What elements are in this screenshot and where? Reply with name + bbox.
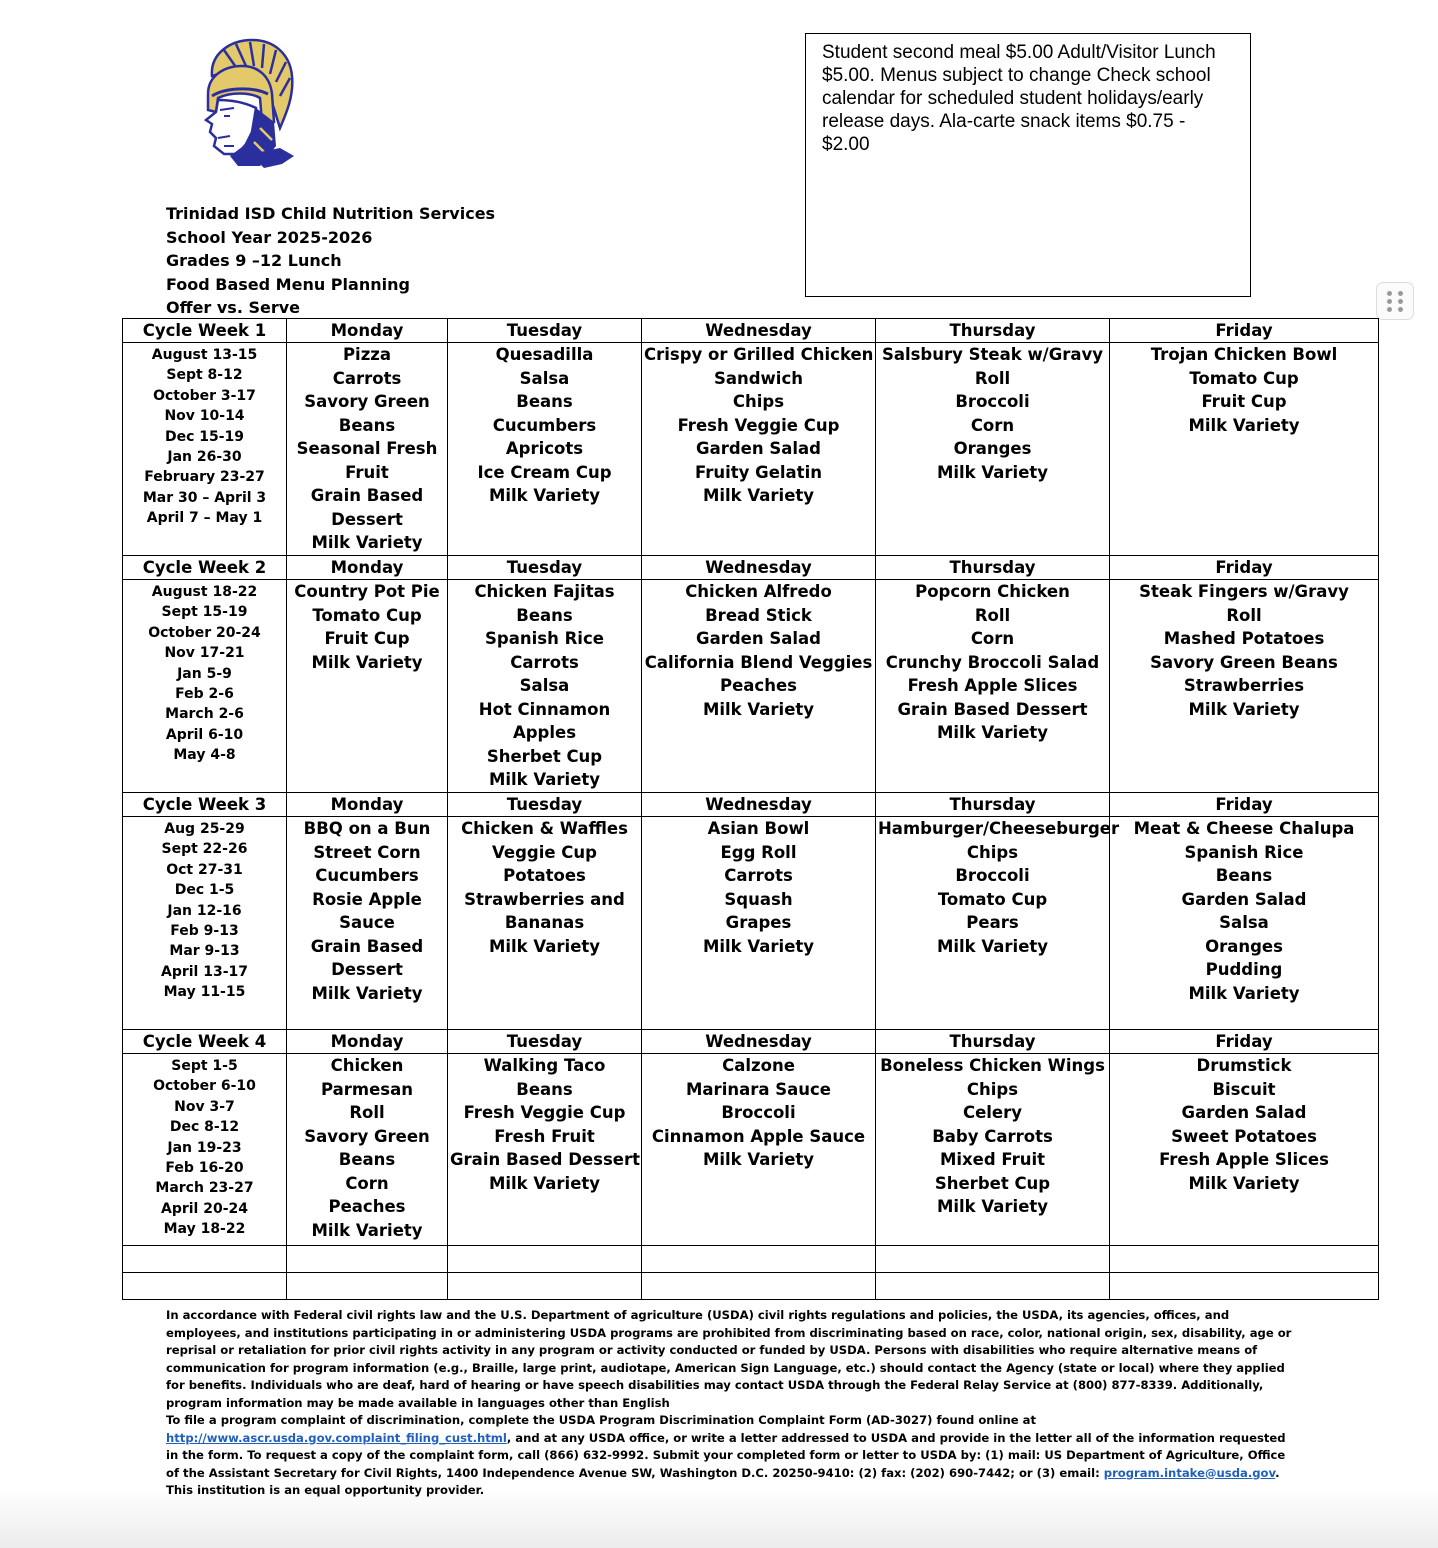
date-range: Sept 8-12 — [166, 367, 243, 384]
date-range: Jan 12-16 — [167, 902, 242, 919]
menu-cell-tuesday — [448, 343, 642, 556]
trojan-helmet-logo-icon — [190, 36, 300, 172]
menu-item: Chicken — [330, 1056, 404, 1075]
date-range: Aug 25-29 — [164, 821, 245, 837]
week-date-ranges — [123, 1054, 287, 1246]
menu-item: Chips — [732, 392, 785, 411]
day-header-monday: Monday — [287, 556, 448, 580]
menu-item: Milk Variety — [702, 699, 815, 719]
day-header-friday: Friday — [1110, 319, 1379, 343]
email-link[interactable]: program.intake@usda.gov — [1103, 1465, 1276, 1480]
menu-item: Milk Variety — [311, 1220, 423, 1240]
date-range: Oct 27-31 — [166, 861, 243, 878]
menu-item: Apples — [512, 723, 577, 742]
date-range: Mar 30 – April 3 — [142, 489, 267, 506]
day-header-tuesday: Tuesday — [448, 319, 642, 343]
menu-item: Steak Fingers w/Gravy — [1139, 582, 1349, 601]
date-range: March 2-6 — [165, 706, 244, 723]
menu-item: Garden Salad — [1181, 889, 1307, 909]
nondiscrimination-statement — [166, 1307, 1296, 1500]
menu-item: Milk Variety — [311, 983, 423, 1003]
menu-item: Meat & Cheese Chalupa — [1133, 819, 1355, 838]
menu-item: Milk Variety — [936, 936, 1049, 956]
date-range: October 3-17 — [153, 387, 256, 404]
menu-item: Trojan Chicken Bowl — [1150, 345, 1338, 364]
menu-item: Savory Green — [304, 392, 430, 411]
date-range: Feb 16-20 — [165, 1160, 244, 1177]
week-menu-row — [123, 580, 1379, 793]
menu-item: Broccoli — [955, 866, 1030, 885]
blank-cell — [287, 1273, 448, 1300]
legal-text-b: , and at any USDA office, or write a letter addressed to USDA and provide in the letter all of the information requested in the form. To request a copy of the complaint form, call (866) 632-9992. Submit your completed form or letter to USDA by: (1) mail: US Department of Agriculture, Office of the Assistant Secretary for Civil Rights, 1400 Independence Avenue SW, Washington D.C. 20250-9410: (2) fax: (202) 690-7442; or (3) email: — [166, 1430, 1286, 1480]
menu-item: Fruity Gelatin — [695, 462, 822, 482]
menu-item: Bananas — [504, 913, 585, 932]
menu-item: Milk Variety — [702, 936, 815, 956]
menu-item: Street Corn — [313, 842, 421, 862]
menu-item: Grapes — [725, 913, 792, 932]
menu-item: Carrots — [724, 866, 793, 885]
menu-cell-friday — [1110, 343, 1379, 556]
blank-cell — [448, 1246, 642, 1273]
menu-item: Sandwich — [713, 368, 803, 388]
menu-item: Fruit Cup — [1201, 392, 1287, 411]
menu-item: Quesadilla — [495, 345, 594, 364]
day-header-thursday: Thursday — [876, 1030, 1110, 1054]
menu-cell-wednesday — [642, 343, 876, 556]
menu-item: Milk Variety — [702, 1150, 815, 1169]
menu-item: Asian Bowl — [707, 819, 810, 838]
menu-item: Seasonal Fresh — [296, 439, 438, 458]
menu-item: Grain Based — [310, 486, 424, 505]
week-menu-row — [123, 1054, 1379, 1246]
menu-cell-friday — [1110, 817, 1379, 1030]
menu-item: Carrots — [332, 368, 402, 388]
date-range: Nov 17-21 — [164, 645, 245, 662]
menu-item: California Blend Veggies — [644, 652, 873, 672]
menu-item: Bread Stick — [705, 605, 812, 625]
menu-item: Popcorn Chicken — [915, 582, 1070, 601]
week-menu-row — [123, 343, 1379, 556]
date-range: Dec 1-5 — [174, 882, 235, 899]
menu-item: Garden Salad — [1181, 1103, 1307, 1122]
menu-cell-wednesday — [642, 817, 876, 1030]
menu-item: Tomato Cup — [1189, 368, 1299, 388]
menu-item: Corn — [970, 415, 1015, 435]
menu-item: Roll — [349, 1103, 385, 1122]
date-range: April 13-17 — [160, 963, 248, 980]
week-date-ranges — [123, 817, 287, 1030]
menu-item: Milk Variety — [936, 462, 1049, 482]
menu-item: Pudding — [1205, 960, 1283, 979]
legal-paragraph-2 — [166, 1412, 1296, 1500]
date-range: February 23-27 — [144, 469, 265, 486]
date-range: April 7 – May 1 — [146, 510, 263, 527]
menu-item: Cucumbers — [492, 415, 597, 435]
menu-item: Milk Variety — [311, 652, 423, 672]
week-date-ranges — [123, 580, 287, 793]
blank-cell — [1110, 1246, 1379, 1273]
day-header-tuesday: Tuesday — [448, 793, 642, 817]
menu-cell-friday — [1110, 1054, 1379, 1246]
menu-item: Salsa — [1219, 913, 1269, 932]
menu-cell-thursday — [876, 817, 1120, 1030]
menu-item: Chips — [966, 1079, 1019, 1099]
menu-cell-wednesday — [642, 1054, 876, 1246]
menu-item: Tomato Cup — [937, 889, 1048, 909]
week-header-row — [123, 793, 1379, 817]
menu-item: Garden Salad — [696, 629, 821, 648]
menu-item: Sweet Potatoes — [1171, 1126, 1317, 1146]
menu-item: Corn — [970, 629, 1015, 648]
menu-cell-thursday — [876, 343, 1110, 556]
menu-item: Savory Green — [304, 1126, 430, 1146]
menu-item: Milk Variety — [702, 486, 815, 505]
day-header-wednesday: Wednesday — [642, 1030, 876, 1054]
menu-item: Salsa — [519, 368, 570, 388]
blank-row — [123, 1273, 1379, 1300]
menu-item: Fruit — [345, 462, 389, 482]
day-header-wednesday: Wednesday — [642, 793, 876, 817]
menu-item: Beans — [516, 605, 573, 625]
menu-item: Milk Variety — [936, 723, 1049, 742]
legal-text-a: To file a program complaint of discrimination, complete the USDA Program Discrimination Complaint Form (AD-3027) found online at — [166, 1413, 1037, 1427]
menu-item: Marinara Sauce — [686, 1079, 831, 1099]
menu-item: Boneless Chicken Wings — [880, 1056, 1105, 1075]
cycle-week-label: Cycle Week 4 — [123, 1030, 287, 1054]
menu-item: Milk Variety — [1188, 1173, 1300, 1193]
day-header-friday: Friday — [1110, 793, 1379, 817]
menu-item: Hot Cinnamon — [478, 699, 611, 719]
pricing-notice-text: Student second meal $5.00 Adult/Visitor Lunch $5.00. Menus subject to change Check school calendar for scheduled student holidays/early release days. Ala-carte snack items $0.75 - $2.00 — [822, 42, 1216, 155]
menu-cell-tuesday — [448, 580, 642, 793]
menu-item: Cinnamon Apple Sauce — [651, 1126, 866, 1146]
header-district: Trinidad ISD Child Nutrition Services — [166, 204, 496, 223]
header-offer-serve: Offer vs. Serve — [166, 298, 301, 317]
menu-item: Chicken Alfredo — [685, 582, 832, 601]
date-range: October 20-24 — [148, 624, 261, 641]
header-grades: Grades 9 –12 Lunch — [166, 251, 342, 270]
menu-item: Parmesan — [320, 1079, 413, 1099]
menu-item: Milk Variety — [1188, 983, 1300, 1003]
day-header-wednesday: Wednesday — [642, 556, 876, 580]
header-school-year: School Year 2025-2026 — [166, 227, 373, 247]
menu-item: Mixed Fruit — [939, 1150, 1046, 1169]
day-header-monday: Monday — [287, 1030, 448, 1054]
menu-item: Sauce — [339, 913, 395, 932]
drag-grip-icon[interactable] — [1376, 282, 1414, 320]
menu-item: Strawberries — [1183, 676, 1305, 695]
menu-item: Grain Based — [310, 936, 424, 956]
menu-cell-monday — [287, 343, 448, 556]
date-range: Sept 1-5 — [171, 1058, 238, 1074]
lunch-menu-table — [122, 318, 1379, 1300]
menu-item: Milk Variety — [488, 936, 601, 956]
pricing-notice-box — [805, 33, 1251, 297]
menu-item: Salsbury Steak w/Gravy — [881, 345, 1104, 364]
menu-item: Baby Carrots — [932, 1126, 1053, 1146]
menu-item: Savory Green Beans — [1150, 652, 1338, 672]
menu-item: Ice Cream Cup — [477, 462, 612, 482]
menu-item: Corn — [345, 1173, 389, 1193]
blank-cell — [642, 1246, 876, 1273]
menu-item: Apricots — [505, 439, 584, 458]
menu-item: Milk Variety — [488, 770, 601, 789]
menu-item: Broccoli — [955, 392, 1030, 411]
day-header-friday: Friday — [1110, 556, 1379, 580]
cycle-week-label: Cycle Week 1 — [123, 319, 287, 343]
menu-item: Spanish Rice — [1184, 842, 1304, 862]
menu-item: Crunchy Broccoli Salad — [885, 652, 1100, 672]
menu-item: Chicken Fajitas — [474, 582, 615, 601]
menu-item: Strawberries and — [464, 889, 625, 909]
menu-item: Roll — [974, 368, 1011, 388]
date-range: August 18-22 — [151, 584, 258, 600]
menu-item: Fresh Apple Slices — [907, 676, 1078, 695]
date-range: October 6-10 — [153, 1078, 256, 1095]
date-range: May 11-15 — [163, 984, 246, 1001]
menu-item: Grain Based Dessert — [897, 699, 1088, 719]
date-range: Mar 9-13 — [169, 943, 240, 960]
menu-item: Milk Variety — [488, 486, 601, 505]
week-header-row — [123, 319, 1379, 343]
day-header-thursday: Thursday — [876, 319, 1110, 343]
menu-item: Sherbet Cup — [486, 746, 603, 766]
menu-item: Grain Based Dessert — [450, 1150, 640, 1169]
week-header-row — [123, 556, 1379, 580]
menu-item: Chips — [966, 842, 1019, 862]
menu-item: Oranges — [1205, 936, 1283, 956]
menu-item: Dessert — [331, 960, 403, 979]
menu-item: Beans — [338, 415, 396, 435]
menu-item: Cucumbers — [315, 866, 419, 885]
menu-item: Garden Salad — [696, 439, 821, 458]
date-range: May 4-8 — [173, 747, 236, 764]
menu-item: Calzone — [722, 1056, 795, 1075]
date-range: May 18-22 — [163, 1221, 246, 1238]
date-range: Dec 15-19 — [164, 428, 245, 445]
day-header-tuesday: Tuesday — [448, 1030, 642, 1054]
menu-item: Fresh Fruit — [494, 1126, 595, 1146]
menu-cell-tuesday — [448, 817, 642, 1030]
menu-cell-monday — [287, 580, 448, 793]
menu-item: Beans — [516, 1079, 573, 1099]
menu-item: Milk Variety — [936, 1197, 1049, 1216]
menu-item: Broccoli — [721, 1103, 796, 1122]
menu-item: Carrots — [510, 652, 579, 672]
date-range: Sept 15-19 — [161, 604, 248, 621]
date-range: Nov 3-7 — [174, 1098, 235, 1115]
menu-item: Celery — [962, 1103, 1023, 1122]
date-range: Feb 9-13 — [170, 923, 239, 940]
menu-item: Walking Taco — [483, 1056, 606, 1075]
date-range: Feb 2-6 — [175, 686, 234, 703]
menu-item: Drumstick — [1196, 1056, 1292, 1075]
menu-item: Beans — [1215, 866, 1273, 885]
blank-cell — [876, 1273, 1110, 1300]
blank-cell — [448, 1273, 642, 1300]
menu-item: Oranges — [953, 439, 1032, 458]
menu-item: Peaches — [328, 1197, 406, 1216]
day-header-tuesday: Tuesday — [448, 556, 642, 580]
menu-item: Pears — [966, 913, 1019, 932]
date-range: August 13-15 — [151, 347, 258, 363]
day-header-thursday: Thursday — [876, 556, 1110, 580]
menu-item: Chicken & Waffles — [461, 819, 628, 838]
menu-item: Spanish Rice — [485, 629, 604, 648]
menu-cell-tuesday — [448, 1054, 642, 1246]
date-range: March 23-27 — [155, 1180, 254, 1197]
menu-item: Milk Variety — [488, 1173, 601, 1193]
menu-item: Roll — [1226, 605, 1262, 625]
menu-item: Potatoes — [503, 866, 586, 885]
cycle-week-label: Cycle Week 3 — [123, 793, 287, 817]
date-range: Dec 8-12 — [169, 1119, 240, 1136]
menu-cell-monday — [287, 1054, 448, 1246]
blank-cell — [1110, 1273, 1379, 1300]
menu-item: Fruit Cup — [324, 629, 410, 648]
menu-item: Peaches — [720, 676, 797, 695]
menu-cell-wednesday — [642, 580, 876, 793]
menu-item: Squash — [724, 889, 793, 909]
menu-item: Beans — [516, 392, 573, 411]
menu-item: Fresh Veggie Cup — [677, 415, 840, 435]
menu-item: Mashed Potatoes — [1163, 629, 1325, 648]
menu-item: Pizza — [342, 345, 392, 364]
header-planning: Food Based Menu Planning — [166, 274, 410, 294]
legal-text-c: . This institution is an equal opportunity provider. — [166, 1465, 1280, 1497]
menu-item: Fresh Veggie Cup — [463, 1103, 626, 1122]
blank-cell — [123, 1246, 287, 1273]
menu-item: Crispy or Grilled Chicken — [644, 345, 874, 364]
day-header-friday: Friday — [1110, 1030, 1379, 1054]
menu-item: Tomato Cup — [312, 605, 422, 625]
menu-item: Fresh Apple Slices — [1159, 1150, 1329, 1169]
menu-item: Dessert — [331, 509, 403, 529]
menu-cell-thursday — [876, 580, 1110, 793]
menu-item: Roll — [974, 605, 1011, 625]
menu-item: BBQ on a Bun — [303, 819, 431, 838]
menu-item: Biscuit — [1212, 1079, 1276, 1099]
menu-item: Sherbet Cup — [934, 1173, 1051, 1193]
week-header-row — [123, 1030, 1379, 1054]
date-range: Sept 22-26 — [161, 841, 248, 858]
date-range: Nov 10-14 — [164, 408, 245, 425]
menu-item: Beans — [338, 1150, 396, 1169]
date-range: Jan 5-9 — [177, 665, 232, 682]
menu-item: Rosie Apple — [312, 889, 422, 909]
day-header-monday: Monday — [287, 793, 448, 817]
menu-item: Hamburger/Cheeseburger — [878, 819, 1120, 838]
cycle-week-label: Cycle Week 2 — [123, 556, 287, 580]
week-menu-row — [123, 817, 1379, 1030]
complaint-form-link[interactable]: http://www.ascr.usda.gov.complaint_filing_cust.html — [166, 1430, 507, 1445]
menu-item: Salsa — [519, 676, 570, 695]
day-header-monday: Monday — [287, 319, 448, 343]
blank-cell — [876, 1246, 1110, 1273]
menu-item: Milk Variety — [1188, 415, 1300, 435]
date-range: April 20-24 — [160, 1200, 248, 1217]
menu-header — [166, 202, 495, 320]
date-range: Jan 26-30 — [167, 449, 242, 466]
week-date-ranges — [123, 343, 287, 556]
blank-cell — [287, 1246, 448, 1273]
date-range: April 6-10 — [165, 726, 244, 743]
menu-item: Milk Variety — [1188, 699, 1300, 719]
blank-cell — [642, 1273, 876, 1300]
menu-item: Country Pot Pie — [294, 582, 440, 601]
menu-item: Milk Variety — [311, 533, 423, 552]
blank-cell — [123, 1273, 287, 1300]
blank-row — [123, 1246, 1379, 1273]
menu-cell-monday — [287, 817, 448, 1030]
menu-item: Egg Roll — [720, 842, 797, 862]
menu-cell-thursday — [876, 1054, 1110, 1246]
menu-item: Veggie Cup — [492, 842, 597, 862]
menu-cell-friday — [1110, 580, 1379, 793]
day-header-wednesday: Wednesday — [642, 319, 876, 343]
legal-paragraph-1: In accordance with Federal civil rights law and the U.S. Department of agriculture (USDA) civil rights regulations and policies, the USDA, its agencies, offices, and employees, and institutions participating in or administering USDA programs are prohibited from discriminating based on race, color, national origin, sex, disability, age or reprisal or retaliation for prior civil rights activity in any program or activity conducted or funded by USDA. Persons with disabilities who require alternative means of communication for program information (e.g., Braille, large print, audiotape, American Sign Language, etc.) should contact the Agency (state or local) where they applied for benefits. Individuals who are deaf, hard of hearing or have speech disabilities may contact USDA through the Federal Relay Service at (800) 877-8339. Additionally, program information may be made available in languages other than English — [166, 1308, 1292, 1410]
date-range: Jan 19-23 — [167, 1139, 242, 1156]
day-header-thursday: Thursday — [876, 793, 1110, 817]
